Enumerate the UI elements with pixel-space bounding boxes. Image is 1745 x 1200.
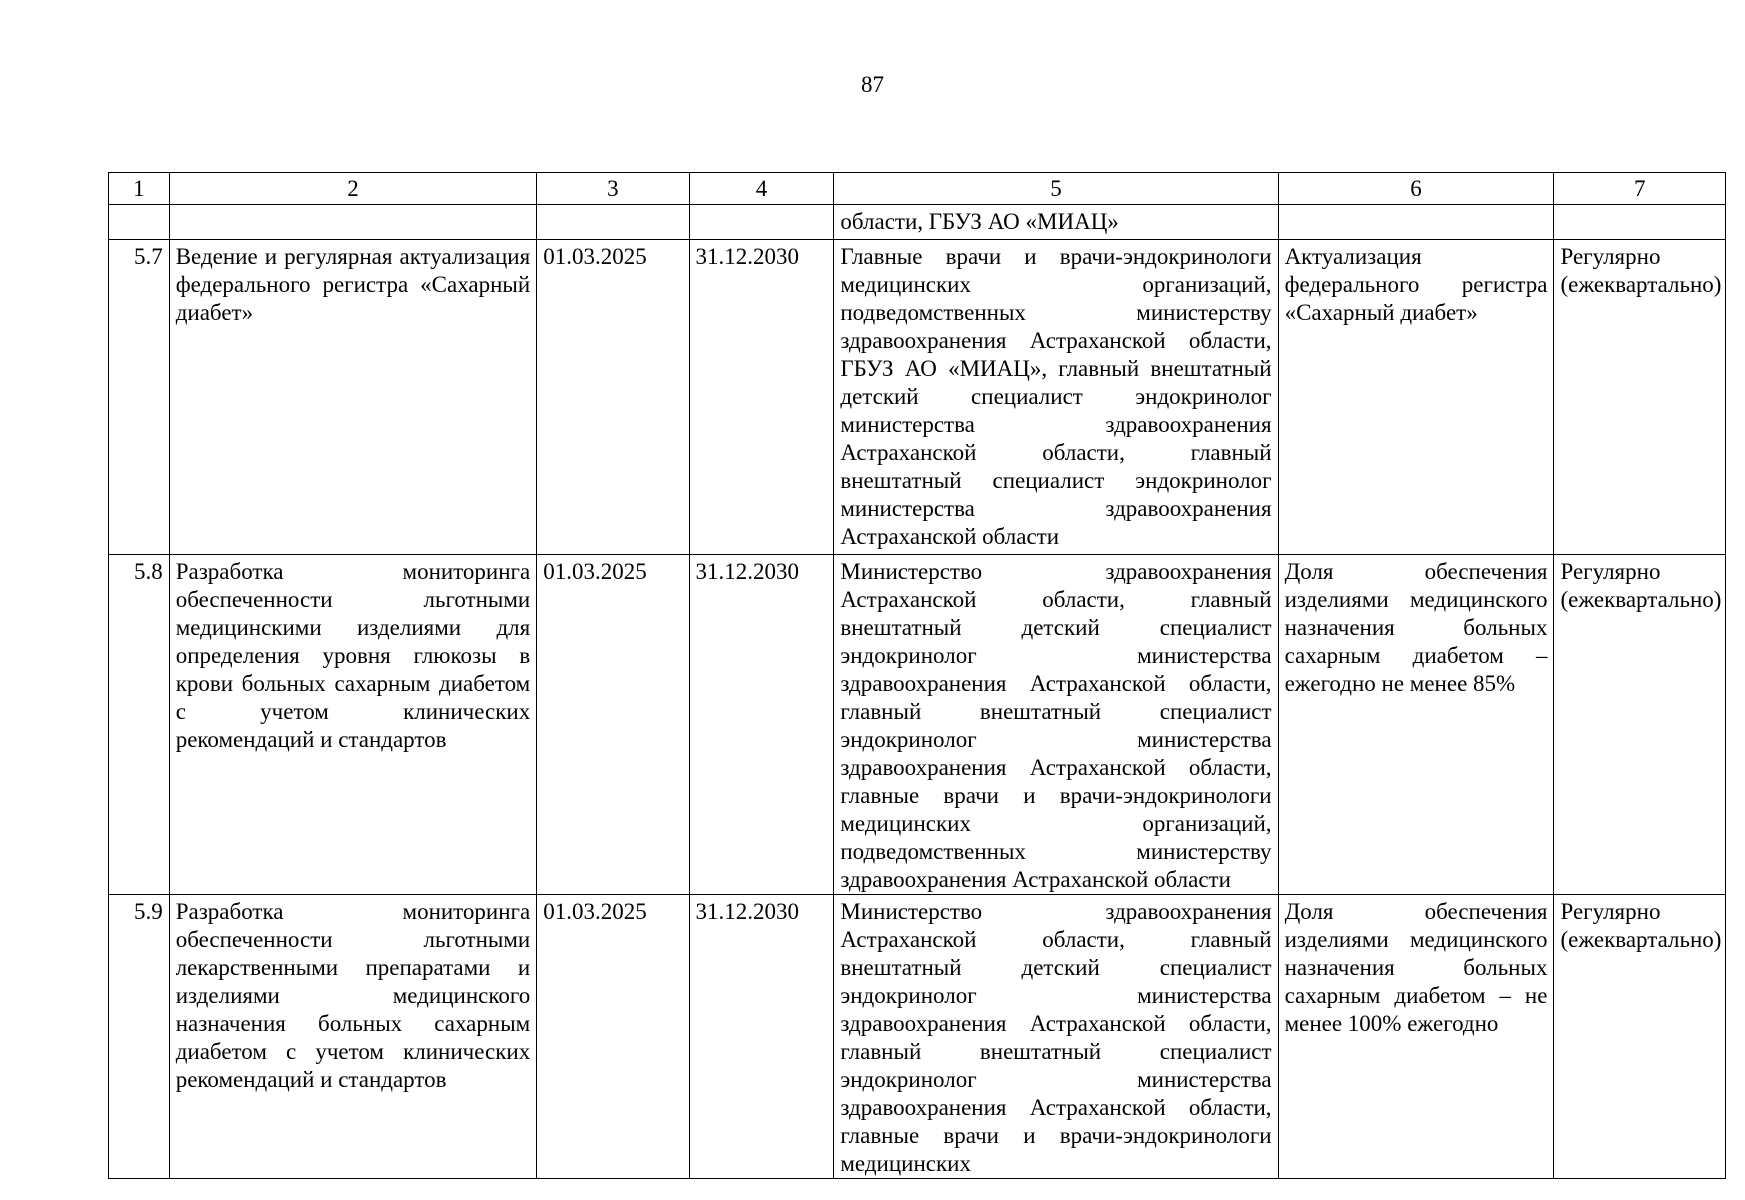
measure-name: Ведение и регулярная актуализация федерального регистра «Сахарный диабет» bbox=[169, 240, 537, 555]
end-date: 31.12.2030 bbox=[689, 895, 834, 1179]
plan-table bbox=[108, 172, 1726, 1179]
frequency-cell: Регулярно (ежеквартально) bbox=[1554, 240, 1726, 555]
result-cell: Актуализация федерального регистра «Сахарный диабет» bbox=[1278, 240, 1554, 555]
header-cell: 2 bbox=[169, 173, 537, 205]
table-row bbox=[109, 555, 1726, 895]
table-cell bbox=[537, 205, 689, 240]
table-cell bbox=[1278, 205, 1554, 240]
end-date: 31.12.2030 bbox=[689, 555, 834, 895]
table-row bbox=[109, 895, 1726, 1179]
table-cell bbox=[1554, 205, 1726, 240]
result-cell: Доля обеспечения изделиями медицинского назначения больных сахарным диабетом – не менее 100% ежегодно bbox=[1278, 895, 1554, 1179]
start-date: 01.03.2025 bbox=[537, 555, 689, 895]
table-row bbox=[109, 240, 1726, 555]
start-date: 01.03.2025 bbox=[537, 240, 689, 555]
header-cell: 1 bbox=[109, 173, 170, 205]
table-cell bbox=[109, 205, 170, 240]
result-cell: Доля обеспечения изделиями медицинского назначения больных сахарным диабетом – ежегодно не менее 85% bbox=[1278, 555, 1554, 895]
start-date: 01.03.2025 bbox=[537, 895, 689, 1179]
table-cell bbox=[689, 205, 834, 240]
header-cell: 3 bbox=[537, 173, 689, 205]
responsible-cell: Главные врачи и врачи-эндокринологи медицинских организаций, подведомственных министерству здравоохранения Астраханской области, ГБУЗ АО «МИАЦ», главный внештатный детский специалист эндокринолог министерства здравоохранения Астраханской области, главный внештатный специалист эндокринолог министерства здравоохранения Астраханской области bbox=[834, 240, 1278, 555]
continuation-row bbox=[109, 205, 1726, 240]
header-row bbox=[109, 173, 1726, 205]
row-number: 5.8 bbox=[109, 555, 170, 895]
header-cell: 7 bbox=[1554, 173, 1726, 205]
header-cell: 4 bbox=[689, 173, 834, 205]
end-date: 31.12.2030 bbox=[689, 240, 834, 555]
responsible-cell: Министерство здравоохранения Астраханской области, главный внештатный детский специалист эндокринолог министерства здравоохранения Астраханской области, главный внештатный специалист эндокринолог министерства здравоохранения Астраханской области, главные врачи и врачи-эндокринологи медицинских организаций, подведомственных министерству здравоохранения Астраханской области bbox=[834, 555, 1278, 895]
row-number: 5.9 bbox=[109, 895, 170, 1179]
measure-name: Разработка мониторинга обеспеченности льготными лекарственными препаратами и изделиями медицинского назначения больных сахарным диабетом с учетом клинических рекомендаций и стандартов bbox=[169, 895, 537, 1179]
responsible-cell: области, ГБУЗ АО «МИАЦ» bbox=[834, 205, 1278, 240]
header-cell: 6 bbox=[1278, 173, 1554, 205]
responsible-cell: Министерство здравоохранения Астраханской области, главный внештатный детский специалист эндокринолог министерства здравоохранения Астраханской области, главный внештатный специалист эндокринолог министерства здравоохранения Астраханской области, главные врачи и врачи-эндокринологи медицинских bbox=[834, 895, 1278, 1179]
table-cell bbox=[169, 205, 537, 240]
page-number: 87 bbox=[861, 72, 884, 97]
row-number: 5.7 bbox=[109, 240, 170, 555]
header-cell: 5 bbox=[834, 173, 1278, 205]
frequency-cell: Регулярно (ежеквартально) bbox=[1554, 555, 1726, 895]
measure-name: Разработка мониторинга обеспеченности льготными медицинскими изделиями для определения уровня глюкозы в крови больных сахарным диабетом с учетом клинических рекомендаций и стандартов bbox=[169, 555, 537, 895]
frequency-cell: Регулярно (ежеквартально) bbox=[1554, 895, 1726, 1179]
